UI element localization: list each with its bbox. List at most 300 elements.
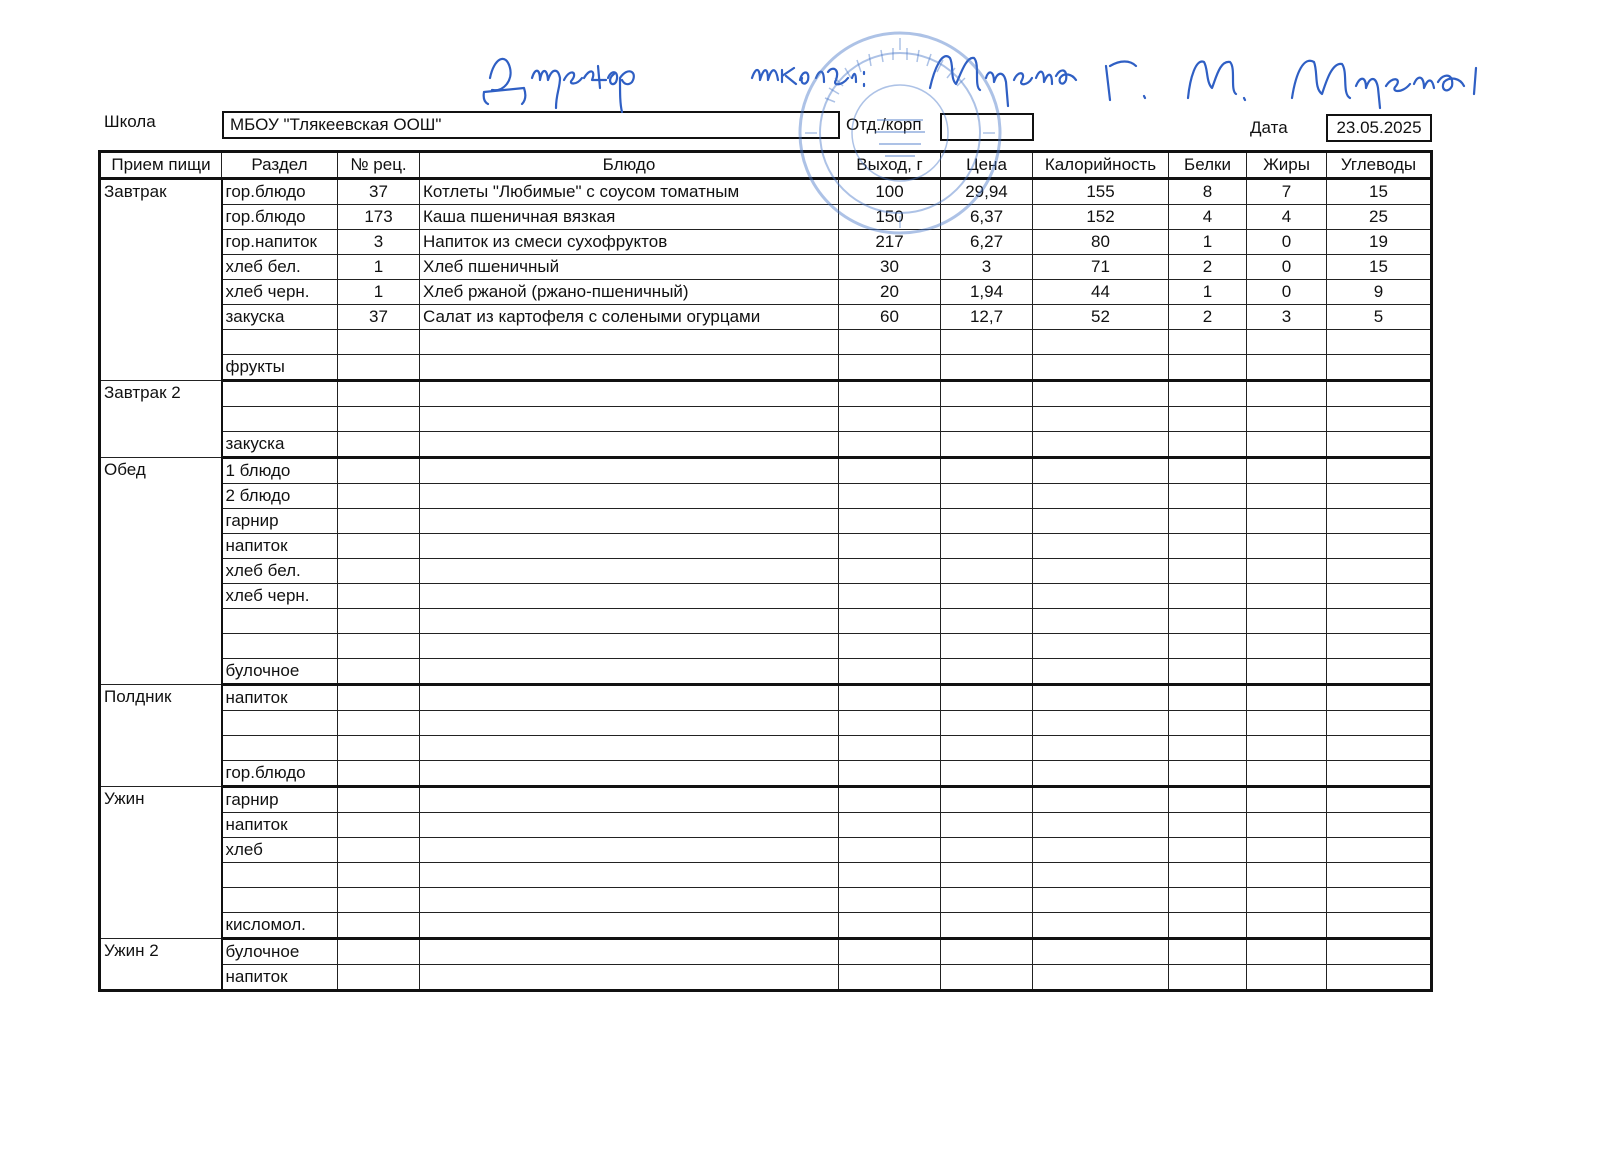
dish-cell [420, 330, 839, 355]
yield-cell [839, 888, 941, 913]
price-cell [941, 913, 1033, 939]
price-cell [941, 407, 1033, 432]
dish-cell [420, 913, 839, 939]
section-cell: хлеб бел. [222, 255, 338, 280]
protein-cell [1169, 863, 1247, 888]
calories-cell: 152 [1033, 205, 1169, 230]
table-row [100, 965, 1432, 991]
section-cell: булочное [222, 939, 338, 965]
recipe-no-cell: 173 [338, 205, 420, 230]
recipe-no-cell [338, 761, 420, 787]
recipe-no-cell [338, 381, 420, 407]
table-row [100, 888, 1432, 913]
carbs-cell [1327, 458, 1432, 484]
table-row [100, 355, 1432, 381]
fat-cell [1247, 659, 1327, 685]
yield-cell [839, 559, 941, 584]
protein-cell: 4 [1169, 205, 1247, 230]
protein-cell [1169, 458, 1247, 484]
yield-cell [839, 711, 941, 736]
carbs-cell [1327, 584, 1432, 609]
yield-cell [839, 458, 941, 484]
table-row [100, 280, 1432, 305]
table-row [100, 838, 1432, 863]
price-cell [941, 381, 1033, 407]
protein-cell [1169, 584, 1247, 609]
section-cell: гор.напиток [222, 230, 338, 255]
recipe-no-cell [338, 711, 420, 736]
table-row [100, 609, 1432, 634]
calories-cell [1033, 534, 1169, 559]
fat-cell [1247, 559, 1327, 584]
carbs-cell [1327, 534, 1432, 559]
table-row [100, 584, 1432, 609]
recipe-no-cell [338, 863, 420, 888]
calories-cell [1033, 913, 1169, 939]
carbs-cell: 25 [1327, 205, 1432, 230]
calories-cell [1033, 355, 1169, 381]
table-row [100, 330, 1432, 355]
recipe-no-cell: 1 [338, 255, 420, 280]
dish-cell [420, 559, 839, 584]
dish-cell [420, 736, 839, 761]
price-cell [941, 888, 1033, 913]
calories-cell: 44 [1033, 280, 1169, 305]
calories-cell [1033, 813, 1169, 838]
dish-cell: Хлеб ржаной (ржано-пшеничный) [420, 280, 839, 305]
protein-cell [1169, 534, 1247, 559]
protein-cell: 2 [1169, 305, 1247, 330]
recipe-no-cell [338, 736, 420, 761]
fat-cell [1247, 736, 1327, 761]
table-row [100, 534, 1432, 559]
recipe-no-cell [338, 888, 420, 913]
section-cell: булочное [222, 659, 338, 685]
price-cell [941, 711, 1033, 736]
section-cell [222, 381, 338, 407]
price-cell: 1,94 [941, 280, 1033, 305]
table-row [100, 381, 1432, 407]
fat-cell [1247, 458, 1327, 484]
recipe-no-cell [338, 787, 420, 813]
section-cell: 2 блюдо [222, 484, 338, 509]
header-yield: Выход, г [839, 152, 941, 179]
dish-cell [420, 432, 839, 458]
section-cell: гарнир [222, 787, 338, 813]
section-cell [222, 634, 338, 659]
section-cell: напиток [222, 813, 338, 838]
meal-cell: Завтрак 2 [100, 381, 222, 458]
menu-body [100, 179, 1432, 991]
carbs-cell [1327, 939, 1432, 965]
yield-cell [839, 534, 941, 559]
price-cell [941, 787, 1033, 813]
recipe-no-cell [338, 939, 420, 965]
calories-cell [1033, 685, 1169, 711]
price-cell: 6,27 [941, 230, 1033, 255]
section-cell: 1 блюдо [222, 458, 338, 484]
table-row [100, 179, 1432, 205]
table-row [100, 736, 1432, 761]
calories-cell: 80 [1033, 230, 1169, 255]
fat-cell [1247, 838, 1327, 863]
header-price: Цена [941, 152, 1033, 179]
calories-cell [1033, 407, 1169, 432]
price-cell: 12,7 [941, 305, 1033, 330]
carbs-cell [1327, 509, 1432, 534]
yield-cell [839, 939, 941, 965]
section-cell: хлеб черн. [222, 584, 338, 609]
recipe-no-cell: 3 [338, 230, 420, 255]
dept-field[interactable] [940, 113, 1034, 141]
calories-cell [1033, 863, 1169, 888]
protein-cell: 1 [1169, 280, 1247, 305]
date-field[interactable]: 23.05.2025 [1326, 114, 1432, 142]
fat-cell [1247, 330, 1327, 355]
price-cell [941, 584, 1033, 609]
yield-cell [839, 863, 941, 888]
protein-cell [1169, 939, 1247, 965]
carbs-cell [1327, 787, 1432, 813]
recipe-no-cell [338, 330, 420, 355]
calories-cell [1033, 584, 1169, 609]
carbs-cell: 9 [1327, 280, 1432, 305]
protein-cell [1169, 509, 1247, 534]
carbs-cell [1327, 863, 1432, 888]
section-cell: напиток [222, 685, 338, 711]
section-cell: хлеб [222, 838, 338, 863]
recipe-no-cell [338, 484, 420, 509]
fat-cell [1247, 787, 1327, 813]
table-row [100, 711, 1432, 736]
recipe-no-cell [338, 509, 420, 534]
yield-cell [839, 813, 941, 838]
fat-cell: 0 [1247, 280, 1327, 305]
carbs-cell [1327, 484, 1432, 509]
table-row [100, 659, 1432, 685]
dish-cell [420, 484, 839, 509]
table-row [100, 913, 1432, 939]
yield-cell [839, 634, 941, 659]
table-row [100, 230, 1432, 255]
carbs-cell [1327, 634, 1432, 659]
recipe-no-cell [338, 559, 420, 584]
table-row [100, 255, 1432, 280]
recipe-no-cell [338, 609, 420, 634]
meal-cell: Полдник [100, 685, 222, 787]
yield-cell: 30 [839, 255, 941, 280]
table-row [100, 407, 1432, 432]
dish-cell [420, 838, 839, 863]
price-cell [941, 659, 1033, 685]
calories-cell [1033, 736, 1169, 761]
yield-cell [839, 609, 941, 634]
price-cell [941, 863, 1033, 888]
section-cell [222, 863, 338, 888]
carbs-cell [1327, 736, 1432, 761]
table-row [100, 305, 1432, 330]
dish-cell [420, 534, 839, 559]
section-cell: хлеб черн. [222, 280, 338, 305]
meal-cell: Ужин [100, 787, 222, 939]
protein-cell [1169, 559, 1247, 584]
recipe-no-cell [338, 355, 420, 381]
price-cell [941, 355, 1033, 381]
yield-cell: 150 [839, 205, 941, 230]
yield-cell [839, 685, 941, 711]
price-cell [941, 509, 1033, 534]
carbs-cell [1327, 913, 1432, 939]
recipe-no-cell: 37 [338, 305, 420, 330]
yield-cell [839, 432, 941, 458]
fat-cell [1247, 939, 1327, 965]
header-dish: Блюдо [420, 152, 839, 179]
dish-cell: Каша пшеничная вязкая [420, 205, 839, 230]
calories-cell: 52 [1033, 305, 1169, 330]
carbs-cell: 15 [1327, 255, 1432, 280]
carbs-cell [1327, 711, 1432, 736]
fat-cell [1247, 584, 1327, 609]
dish-cell [420, 634, 839, 659]
yield-cell [839, 584, 941, 609]
meal-cell: Завтрак [100, 179, 222, 381]
carbs-cell [1327, 965, 1432, 991]
header-calories: Калорийность [1033, 152, 1169, 179]
table-row [100, 813, 1432, 838]
dish-cell: Салат из картофеля с солеными огурцами [420, 305, 839, 330]
price-cell [941, 685, 1033, 711]
protein-cell: 2 [1169, 255, 1247, 280]
header-protein: Белки [1169, 152, 1247, 179]
section-cell: кисломол. [222, 913, 338, 939]
carbs-cell: 5 [1327, 305, 1432, 330]
price-cell [941, 761, 1033, 787]
fat-cell [1247, 609, 1327, 634]
fat-cell [1247, 863, 1327, 888]
protein-cell [1169, 407, 1247, 432]
dish-cell [420, 584, 839, 609]
yield-cell [839, 330, 941, 355]
fat-cell [1247, 711, 1327, 736]
price-cell [941, 965, 1033, 991]
yield-cell [839, 407, 941, 432]
price-cell [941, 484, 1033, 509]
calories-cell [1033, 965, 1169, 991]
recipe-no-cell: 37 [338, 179, 420, 205]
recipe-no-cell [338, 838, 420, 863]
yield-cell [839, 787, 941, 813]
carbs-cell: 19 [1327, 230, 1432, 255]
fat-cell: 0 [1247, 230, 1327, 255]
dish-cell: Котлеты "Любимые" с соусом томатным [420, 179, 839, 205]
header-recipe-no: № рец. [338, 152, 420, 179]
calories-cell [1033, 509, 1169, 534]
meal-cell: Обед [100, 458, 222, 685]
menu-table [98, 150, 1433, 992]
fat-cell [1247, 888, 1327, 913]
calories-cell [1033, 634, 1169, 659]
yield-cell [839, 838, 941, 863]
fat-cell: 3 [1247, 305, 1327, 330]
carbs-cell [1327, 761, 1432, 787]
director-signature [480, 28, 1520, 118]
dish-cell [420, 381, 839, 407]
yield-cell [839, 659, 941, 685]
yield-cell [839, 761, 941, 787]
meal-cell: Ужин 2 [100, 939, 222, 991]
calories-cell: 71 [1033, 255, 1169, 280]
section-cell [222, 888, 338, 913]
recipe-no-cell [338, 634, 420, 659]
protein-cell [1169, 838, 1247, 863]
protein-cell: 8 [1169, 179, 1247, 205]
date-label: Дата [1250, 118, 1288, 137]
price-cell [941, 458, 1033, 484]
fat-cell [1247, 407, 1327, 432]
calories-cell [1033, 761, 1169, 787]
dish-cell [420, 609, 839, 634]
calories-cell [1033, 330, 1169, 355]
protein-cell [1169, 787, 1247, 813]
fat-cell: 4 [1247, 205, 1327, 230]
recipe-no-cell [338, 534, 420, 559]
dish-cell [420, 965, 839, 991]
yield-cell: 60 [839, 305, 941, 330]
dept-label: Отд./корп [846, 115, 922, 134]
yield-cell [839, 509, 941, 534]
dish-cell [420, 813, 839, 838]
calories-cell [1033, 559, 1169, 584]
calories-cell [1033, 939, 1169, 965]
fat-cell [1247, 534, 1327, 559]
section-cell: напиток [222, 534, 338, 559]
price-cell [941, 634, 1033, 659]
calories-cell [1033, 432, 1169, 458]
recipe-no-cell: 1 [338, 280, 420, 305]
section-cell: напиток [222, 965, 338, 991]
recipe-no-cell [338, 407, 420, 432]
dish-cell [420, 711, 839, 736]
protein-cell [1169, 634, 1247, 659]
carbs-cell [1327, 381, 1432, 407]
calories-cell: 155 [1033, 179, 1169, 205]
section-cell [222, 609, 338, 634]
price-cell: 29,94 [941, 179, 1033, 205]
calories-cell [1033, 484, 1169, 509]
carbs-cell [1327, 559, 1432, 584]
protein-cell [1169, 609, 1247, 634]
table-row [100, 634, 1432, 659]
school-field[interactable]: МБОУ "Тлякеевская ООШ" [222, 111, 840, 139]
school-label: Школа [104, 112, 156, 131]
carbs-cell [1327, 407, 1432, 432]
fat-cell [1247, 634, 1327, 659]
section-cell: закуска [222, 432, 338, 458]
fat-cell [1247, 381, 1327, 407]
protein-cell [1169, 330, 1247, 355]
yield-cell [839, 913, 941, 939]
recipe-no-cell [338, 913, 420, 939]
protein-cell [1169, 659, 1247, 685]
section-cell: гор.блюдо [222, 179, 338, 205]
recipe-no-cell [338, 813, 420, 838]
protein-cell [1169, 965, 1247, 991]
price-cell [941, 609, 1033, 634]
section-cell [222, 736, 338, 761]
calories-cell [1033, 711, 1169, 736]
table-row [100, 863, 1432, 888]
fat-cell: 0 [1247, 255, 1327, 280]
header-meal: Прием пищи [100, 152, 222, 179]
fat-cell [1247, 685, 1327, 711]
recipe-no-cell [338, 685, 420, 711]
fat-cell [1247, 355, 1327, 381]
yield-cell: 20 [839, 280, 941, 305]
yield-cell [839, 736, 941, 761]
calories-cell [1033, 458, 1169, 484]
fat-cell [1247, 432, 1327, 458]
price-cell [941, 330, 1033, 355]
protein-cell [1169, 736, 1247, 761]
fat-cell [1247, 913, 1327, 939]
recipe-no-cell [338, 659, 420, 685]
protein-cell [1169, 355, 1247, 381]
dish-cell [420, 509, 839, 534]
dish-cell [420, 888, 839, 913]
fat-cell [1247, 813, 1327, 838]
carbs-cell [1327, 813, 1432, 838]
section-cell [222, 330, 338, 355]
carbs-cell [1327, 659, 1432, 685]
fat-cell [1247, 761, 1327, 787]
price-cell [941, 939, 1033, 965]
dish-cell [420, 407, 839, 432]
protein-cell [1169, 761, 1247, 787]
section-cell: гор.блюдо [222, 761, 338, 787]
calories-cell [1033, 787, 1169, 813]
carbs-cell [1327, 330, 1432, 355]
header-section: Раздел [222, 152, 338, 179]
table-row [100, 205, 1432, 230]
protein-cell [1169, 711, 1247, 736]
carbs-cell [1327, 355, 1432, 381]
price-cell [941, 559, 1033, 584]
protein-cell [1169, 484, 1247, 509]
calories-cell [1033, 609, 1169, 634]
table-row [100, 432, 1432, 458]
calories-cell [1033, 838, 1169, 863]
carbs-cell: 15 [1327, 179, 1432, 205]
protein-cell [1169, 813, 1247, 838]
price-cell [941, 736, 1033, 761]
protein-cell [1169, 381, 1247, 407]
fat-cell [1247, 509, 1327, 534]
protein-cell [1169, 432, 1247, 458]
section-cell: гор.блюдо [222, 205, 338, 230]
dish-cell [420, 355, 839, 381]
price-cell: 6,37 [941, 205, 1033, 230]
price-cell: 3 [941, 255, 1033, 280]
protein-cell [1169, 685, 1247, 711]
carbs-cell [1327, 432, 1432, 458]
yield-cell: 100 [839, 179, 941, 205]
calories-cell [1033, 659, 1169, 685]
table-row [100, 685, 1432, 711]
carbs-cell [1327, 888, 1432, 913]
fat-cell [1247, 965, 1327, 991]
dish-cell [420, 659, 839, 685]
section-cell [222, 407, 338, 432]
